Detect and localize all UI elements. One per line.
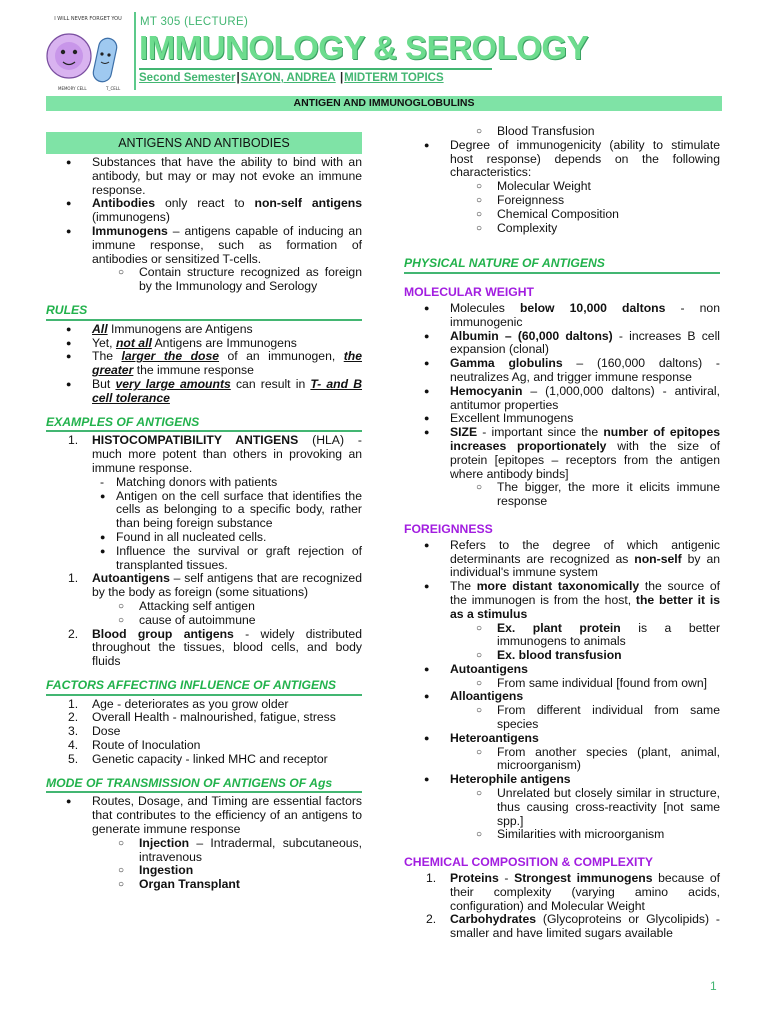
list-item: 5. Genetic capacity - linked MHC and receptor xyxy=(68,751,328,766)
list-item: 2. Carbohydrates (Glycoproteins or Glycolipids) - smaller and have limited sugars available xyxy=(426,912,720,941)
molecular-weight-list xyxy=(404,302,720,509)
list-item: ● Refers to the degree of which antigenic determinants are recognized as non-self by an individual's immune system xyxy=(404,539,720,580)
rules-list xyxy=(46,323,362,406)
list-item: ○ From another species (plant, animal, microorganism) xyxy=(404,746,720,774)
list-item: 4. Route of Inoculation xyxy=(68,738,201,753)
author-label: SAYON, ANDREA xyxy=(240,72,336,84)
list-item: ● Heteroantigens xyxy=(404,732,720,746)
list-item: 1. Proteins - Strongest immunogens because of their complexity (varying amino acids, configuration) and Molecular Weight xyxy=(426,871,720,913)
list-item: ○ Contain structure recognized as foreign by the Immunology and Serology xyxy=(46,266,362,294)
list-item: ○ Complexity xyxy=(404,222,720,236)
heading-mode-of-transmission: MODE OF TRANSMISSION OF ANTIGENS OF Ags xyxy=(46,777,362,794)
antigens-list xyxy=(46,156,362,294)
heading-rules: RULES xyxy=(46,304,362,321)
heading-physical-nature: PHYSICAL NATURE OF ANTIGENS xyxy=(404,257,720,274)
logo-right-caption: T_CELL xyxy=(106,86,121,91)
list-item: - Matching donors with patients xyxy=(46,476,362,490)
header-subline xyxy=(139,72,444,86)
logo-left-caption: MEMORY CELL xyxy=(58,86,87,91)
list-item: ○ Similarities with microorganism xyxy=(404,828,720,842)
list-item: ● SIZE - important since the number of epitopes increases proportionately with the size of protein [epitopes – receptors from the antigen where antibody binds] xyxy=(404,426,720,481)
list-item: ● Albumin – (60,000 daltons) - increases B cell expansion (clonal) xyxy=(404,330,720,358)
list-item: ● The more distant taxonomically the source of the immunogen is from the host, the better it is as a stimulus xyxy=(404,580,720,621)
list-item: ○ Attacking self antigen xyxy=(46,600,362,614)
list-item: ○ Injection – Intradermal, subcutaneous, intravenous xyxy=(46,837,362,865)
list-item: ● Molecules below 10,000 daltons - non immunogenic xyxy=(404,302,720,330)
list-item: 3. Dose xyxy=(68,724,121,739)
topic-banner: ANTIGEN AND IMMUNOGLOBULINS xyxy=(46,96,722,111)
immunogenicity-list xyxy=(404,125,720,235)
list-item: ○ Unrelated but closely similar in structure, thus causing cross-reactivity [not same spp.] xyxy=(404,787,720,828)
list-item: ● Antigen on the cell surface that identifies the cells as belonging to a specific body, rather than being foreign substance xyxy=(46,490,362,531)
list-item: ○ Organ Transplant xyxy=(46,878,362,892)
topics-label: MIDTERM TOPICS xyxy=(344,72,444,84)
list-item: ○ Ex. blood transfusion xyxy=(404,649,720,663)
list-item: ○ The bigger, the more it elicits immune response xyxy=(404,481,720,509)
list-item: ● Yet, not all Antigens are Immunogens xyxy=(46,337,362,351)
heading-factors: FACTORS AFFECTING INFLUENCE OF ANTIGENS xyxy=(46,679,362,696)
list-item: 1. Autoantigens – self antigens that are recognized by the body as foreign (some situations) xyxy=(68,571,362,600)
chemical-list xyxy=(404,872,720,941)
page-title: IMMUNOLOGY & SEROLOGY xyxy=(139,29,589,66)
heading-foreignness: FOREIGNNESS xyxy=(404,521,493,536)
list-item: ○ Foreignness xyxy=(404,194,720,208)
list-item: ○ From same individual [found from own] xyxy=(404,677,720,691)
course-code: MT 305 (LECTURE) xyxy=(140,16,249,28)
list-item: ○ Chemical Composition xyxy=(404,208,720,222)
left-column xyxy=(46,118,362,892)
list-item: ● Heterophile antigens xyxy=(404,773,720,787)
page-number: 1 xyxy=(710,979,717,993)
list-item: ● Excellent Immunogens xyxy=(404,412,720,426)
list-item: 2. Blood group antigens - widely distributed throughout the tissues, blood cells, and body fluids xyxy=(68,626,362,669)
foreignness-list xyxy=(404,539,720,843)
heading-examples: EXAMPLES OF ANTIGENS xyxy=(46,416,362,433)
list-item: ○ cause of autoimmune xyxy=(46,614,362,628)
list-item: ● Alloantigens xyxy=(404,690,720,704)
right-column xyxy=(404,125,720,941)
page-header xyxy=(0,0,768,96)
list-item: ● Degree of immunogenicity (ability to stimulate host response) depends on the following characteristics: xyxy=(404,139,720,180)
separator: | xyxy=(339,72,344,84)
list-item: ○ Ingestion xyxy=(46,864,362,878)
heading-chemical-composition: CHEMICAL COMPOSITION & COMPLEXITY xyxy=(404,855,653,870)
memory-cell-logo-icon xyxy=(44,12,128,92)
section-antigens-antibodies: ANTIGENS AND ANTIBODIES xyxy=(46,132,362,154)
list-item: ● Gamma globulins – (160,000 daltons) - neutralizes Ag, and trigger immune response xyxy=(404,357,720,385)
list-item: ● Routes, Dosage, and Timing are essential factors that contributes to the efficiency of an antigens to generate immune response xyxy=(46,795,362,836)
semester-label: Second Semester xyxy=(139,72,236,84)
list-item: ○ Molecular Weight xyxy=(404,180,720,194)
list-item: ● Found in all nucleated cells. xyxy=(46,531,362,545)
title-underline xyxy=(139,68,492,70)
logo-top-text: I WILL NEVER FORGET YOU xyxy=(54,16,122,22)
heading-molecular-weight: MOLECULAR WEIGHT xyxy=(404,285,534,300)
list-item: 2. Overall Health - malnourished, fatigue, stress xyxy=(68,710,336,725)
header-divider xyxy=(134,12,136,90)
list-item: ● Immunogens – antigens capable of inducing an immune response, such as formation of antibodies or sensitized T-cells. xyxy=(46,225,362,266)
examples-list xyxy=(46,434,362,669)
list-item: 1. Age - deteriorates as you grow older xyxy=(68,696,289,711)
factors-list xyxy=(46,698,362,767)
mode-list xyxy=(46,795,362,892)
list-item: ● Substances that have the ability to bind with an antibody, but may or may not evoke an immune response. xyxy=(46,156,362,197)
list-item: ○ Ex. plant protein is a better immunogens to animals xyxy=(404,622,720,650)
list-item: 1. HISTOCOMPATIBILITY ANTIGENS (HLA) - much more potent than others in provoking an immune response. xyxy=(68,433,362,475)
list-item: ● Autoantigens xyxy=(404,663,720,677)
list-item: ● Antibodies only react to non-self antigens (immunogens) xyxy=(46,197,362,225)
separator: | xyxy=(236,72,240,84)
list-item: ● The larger the dose of an immunogen, the greater the immune response xyxy=(46,350,362,378)
list-item: ● But very large amounts can result in T- and B cell tolerance xyxy=(46,378,362,406)
list-item: ○ Blood Transfusion xyxy=(404,125,720,139)
list-item: ● All Immunogens are Antigens xyxy=(46,323,362,337)
list-item: ● Hemocyanin – (1,000,000 daltons) - antiviral, antitumor properties xyxy=(404,385,720,413)
list-item: ○ From different individual from same species xyxy=(404,704,720,732)
list-item: ● Influence the survival or graft rejection of transplanted tissues. xyxy=(46,545,362,573)
